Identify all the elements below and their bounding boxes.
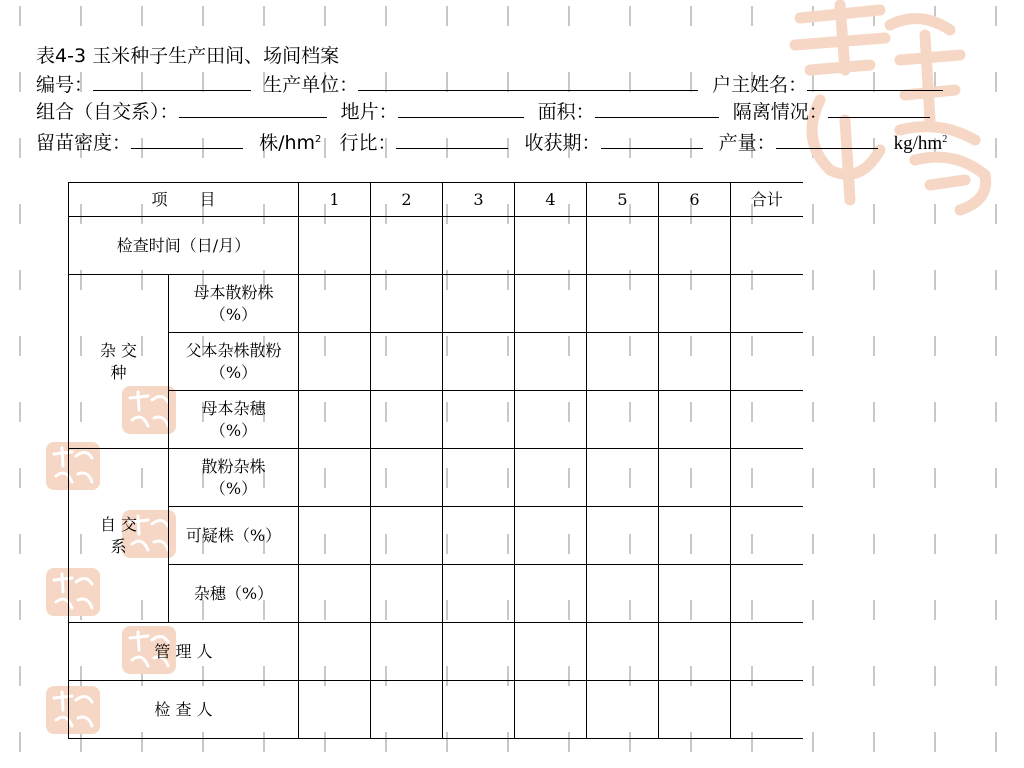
seed-production-table xyxy=(68,182,803,739)
data-cell[interactable] xyxy=(299,391,371,449)
data-cell[interactable] xyxy=(299,275,371,333)
column-header: 1 xyxy=(299,183,371,217)
data-cell[interactable] xyxy=(443,391,515,449)
data-cell[interactable] xyxy=(299,333,371,391)
data-cell[interactable] xyxy=(299,449,371,507)
data-cell[interactable] xyxy=(515,507,587,565)
unit-blank[interactable] xyxy=(358,73,698,91)
header-item: 项 目 xyxy=(69,183,299,217)
header-row xyxy=(69,183,803,217)
info-row-3 xyxy=(36,128,947,156)
isolation-blank[interactable] xyxy=(828,100,930,118)
row-label: 散粉杂株（%） xyxy=(169,449,299,507)
harvest-blank[interactable] xyxy=(601,131,703,149)
data-cell[interactable] xyxy=(443,333,515,391)
isolation-label: 隔离情况： xyxy=(732,101,828,123)
area-label: 面积： xyxy=(537,101,595,123)
data-cell[interactable] xyxy=(371,507,443,565)
row-ratio-blank[interactable] xyxy=(396,131,508,149)
inspector-row xyxy=(69,681,803,739)
yield-label: 产量： xyxy=(718,132,776,154)
data-cell[interactable] xyxy=(659,623,731,681)
data-cell[interactable] xyxy=(299,217,371,275)
inspector-label: 检 查 人 xyxy=(69,681,299,739)
check-time-row xyxy=(69,217,803,275)
number-blank[interactable] xyxy=(93,73,251,91)
data-cell[interactable] xyxy=(515,449,587,507)
data-cell[interactable] xyxy=(587,681,659,739)
data-cell[interactable] xyxy=(443,507,515,565)
column-header: 2 xyxy=(371,183,443,217)
info-row-2 xyxy=(36,100,930,124)
data-cell[interactable] xyxy=(515,275,587,333)
density-blank[interactable] xyxy=(131,131,243,149)
data-cell[interactable] xyxy=(371,449,443,507)
row-label: 母本杂穗（%） xyxy=(169,391,299,449)
hybrid-row xyxy=(69,391,803,449)
data-cell[interactable] xyxy=(299,623,371,681)
data-cell[interactable] xyxy=(659,217,731,275)
data-cell[interactable] xyxy=(371,391,443,449)
data-cell[interactable] xyxy=(731,391,803,449)
data-cell[interactable] xyxy=(731,565,803,623)
combo-label: 组合（自交系）： xyxy=(36,101,179,123)
data-cell[interactable] xyxy=(371,217,443,275)
yield-unit: $kg/hm^2$ xyxy=(893,133,948,154)
column-header: 5 xyxy=(587,183,659,217)
data-cell[interactable] xyxy=(299,507,371,565)
data-cell[interactable] xyxy=(659,275,731,333)
data-cell[interactable] xyxy=(515,565,587,623)
yield-blank[interactable] xyxy=(776,131,878,149)
data-cell[interactable] xyxy=(731,333,803,391)
data-cell[interactable] xyxy=(515,681,587,739)
density-label: 留苗密度： xyxy=(36,132,132,154)
data-cell[interactable] xyxy=(299,565,371,623)
owner-label: 户主姓名： xyxy=(712,74,808,96)
data-cell[interactable] xyxy=(659,565,731,623)
data-cell[interactable] xyxy=(515,391,587,449)
plot-blank[interactable] xyxy=(398,100,524,118)
inbred-row xyxy=(69,449,803,507)
column-header-total: 合计 xyxy=(731,183,803,217)
data-cell[interactable] xyxy=(443,623,515,681)
data-cell[interactable] xyxy=(731,449,803,507)
manager-row xyxy=(69,623,803,681)
row-label: 母本散粉株（%） xyxy=(169,275,299,333)
data-cell[interactable] xyxy=(371,681,443,739)
owner-blank[interactable] xyxy=(807,73,943,91)
number-label: 编号： xyxy=(36,74,94,96)
data-cell[interactable] xyxy=(587,507,659,565)
data-cell[interactable] xyxy=(371,333,443,391)
inbred-row xyxy=(69,565,803,623)
manager-label: 管 理 人 xyxy=(69,623,299,681)
data-cell[interactable] xyxy=(515,333,587,391)
data-cell[interactable] xyxy=(443,565,515,623)
harvest-label: 收获期： xyxy=(524,132,601,154)
data-cell[interactable] xyxy=(659,681,731,739)
data-cell[interactable] xyxy=(731,217,803,275)
column-header: 3 xyxy=(443,183,515,217)
data-cell[interactable] xyxy=(659,333,731,391)
data-cell[interactable] xyxy=(587,565,659,623)
data-cell[interactable] xyxy=(371,623,443,681)
data-cell[interactable] xyxy=(659,449,731,507)
row-label: 杂穗（%） xyxy=(169,565,299,623)
hybrid-group-label: 杂 交 种 xyxy=(69,275,169,449)
plot-label: 地片： xyxy=(340,101,398,123)
hybrid-row xyxy=(69,275,803,333)
data-cell[interactable] xyxy=(443,217,515,275)
area-blank[interactable] xyxy=(595,100,719,118)
check-time-label: 检查时间（日/月） xyxy=(69,217,299,275)
row-label: 可疑株（%） xyxy=(169,507,299,565)
data-cell[interactable] xyxy=(587,449,659,507)
column-header: 4 xyxy=(515,183,587,217)
data-cell[interactable] xyxy=(731,623,803,681)
data-cell[interactable] xyxy=(371,275,443,333)
document-title: 表4-3 玉米种子生产田间、场间档案 xyxy=(36,45,340,67)
unit-label: 生产单位： xyxy=(263,74,359,96)
data-cell[interactable] xyxy=(443,681,515,739)
data-cell[interactable] xyxy=(371,565,443,623)
data-cell[interactable] xyxy=(515,217,587,275)
combo-blank[interactable] xyxy=(179,100,327,118)
data-cell[interactable] xyxy=(587,333,659,391)
data-cell[interactable] xyxy=(731,275,803,333)
column-header: 6 xyxy=(659,183,731,217)
data-cell[interactable] xyxy=(587,275,659,333)
row-ratio-label: 行比： xyxy=(339,132,397,154)
data-cell[interactable] xyxy=(587,623,659,681)
row-label: 父本杂株散粉（%） xyxy=(169,333,299,391)
data-cell[interactable] xyxy=(731,507,803,565)
inbred-group-label: 自 交 系 xyxy=(69,449,169,623)
data-cell[interactable] xyxy=(299,681,371,739)
density-unit: 株$/hm^2$ xyxy=(259,132,322,154)
data-cell[interactable] xyxy=(659,391,731,449)
data-cell[interactable] xyxy=(587,391,659,449)
data-cell[interactable] xyxy=(587,217,659,275)
inbred-row xyxy=(69,507,803,565)
data-cell[interactable] xyxy=(443,275,515,333)
data-cell[interactable] xyxy=(515,623,587,681)
info-row-1 xyxy=(36,73,943,97)
data-cell[interactable] xyxy=(731,681,803,739)
data-cell[interactable] xyxy=(443,449,515,507)
data-cell[interactable] xyxy=(659,507,731,565)
hybrid-row xyxy=(69,333,803,391)
